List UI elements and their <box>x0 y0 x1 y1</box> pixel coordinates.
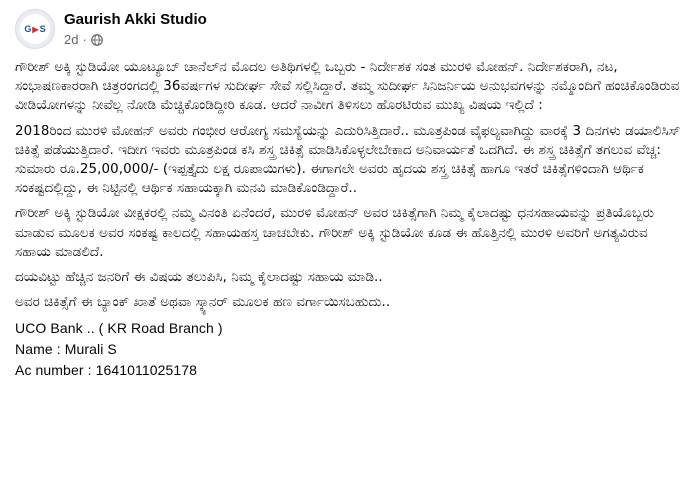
page-avatar[interactable] <box>15 9 55 49</box>
post-paragraph-1: ಗೌರೀಶ್ ಅಕ್ಕಿ ಸ್ಟುಡಿಯೋ ಯೂಟ್ಯೂಬ್ ಚಾನೆಲ್‌ನ ಮೊದಲ ಅತಿಥಿಗಳಲ್ಲಿ ಒಬ್ಬರು - ನಿರ್ದೇಶಕ ಸಂತ ಮುರಳಿ ಮೋಹನ್. ನಿರ್ದೇಶಕರಾಗಿ, ನಟ, ಸಂಭಾಷಣಕಾರರಾಗಿ ಚಿತ್ರರಂಗದಲ್ಲಿ 36ವರ್ಷಗಳ ಸುದೀರ್ಘ ಸೇವೆ ಸಲ್ಲಿಸಿದ್ದಾರೆ. ತಮ್ಮ ಸುದೀರ್ಘ ಸಿನಿಜರ್ನಿಯ ಅನುಭವಗಳನ್ನು ನಮ್ಮೊಂದಿಗೆ ಹಂಚಿಕೊಂಡಿರುವ ವೀಡಿಯೋಗಳನ್ನು ನೀವೆಲ್ಲ ನೋಡಿ ಮೆಚ್ಚಿಕೊಂಡಿದ್ದೀರಿ ಕೂಡ. ಆದರೆ ನಾವೀಗ ತಿಳಿಸಲು ಹೊರಟಿರುವ ಮುಖ್ಯ ವಿಷಯ ಇಲ್ಲಿದೆ : <box>15 60 680 114</box>
post-subline <box>64 32 207 47</box>
post-meta <box>64 9 207 47</box>
post-paragraph-2: 2018ರಿಂದ ಮುರಳಿ ಮೋಹನ್ ಅವರು ಗಂಭೀರ ಆರೋಗ್ಯ ಸಮಸ್ಯೆಯನ್ನು ಎದುರಿಸಿತ್ತಿದಾರೆ.. ಮೂತ್ರಪಿಂಡ ವೈಫಲ್ಯವಾಗಿದ್ದು ವಾರಕ್ಕೆ 3 ದಿನಗಳು ಡಯಾಲಿಸಿಸ್ ಚಿಕಿತ್ಸೆ ಪಡೆಯುತ್ತಿದಾರೆ. ಇದೀಗ ಇವರು ಮೂತ್ರಪಿಂಡ ಕಸಿ ಶಸ್ತ್ರ ಚಿಕಿತ್ಸೆ ಮಾಡಿಸಿಕೊಳ್ಳಲೇಬೇಕಾದ ಅನಿವಾರ್ಯತೆ ಒದಗಿದೆ. ಈ ಶಸ್ತ್ರ ಚಿಕಿತ್ಸೆಗೆ ತಗಲುವ ವೆಚ್ಚ: ಸುಮಾರು ರೂ.25,00,000/- (ಇಪ್ಪತ್ತೈದು ಲಕ್ಷ ರೂಪಾಯಿಗಳು). ಈಗಾಗಲೇ ಅವರು ಹೃದಯ ಶಸ್ತ್ರ ಚಿಕಿತ್ಸೆ ಹಾಗೂ ಇತರೆ ಚಿಕಿತ್ಸೆಗಳಿಂದಾಗಿ ಆರ್ಥಿಕ ಸಂಕಷ್ಟದಲ್ಲಿದ್ದು, ಈ ನಿಟ್ಟಿನಲ್ಲಿ ಆರ್ಥಿಕ ಸಹಾಯಕ್ಕಾಗಿ ಮನವಿ ಮಾಡಿಕೊಂಡಿದ್ದಾರೆ.. <box>15 123 681 197</box>
bank-name-line: UCO Bank .. ( KR Road Branch ) <box>15 320 223 337</box>
post-paragraph-3: ಗೌರೀಶ್ ಅಕ್ಕಿ ಸ್ಟುಡಿಯೋ ವೀಕ್ಷಕರಲ್ಲಿ ನಮ್ಮ ವಿನಂತಿ ಏನೆಂದರೆ, ಮುರಳಿ ಮೋಹನ್ ಅವರ ಚಿಕಿತ್ಸೆಗಾಗಿ ನಿಮ್ಮ ಕೈಲಾದಷ್ಟು ಧನಸಹಾಯವನ್ನು ಪ್ರತಿಯೊಬ್ಬರು ಮಾಡುವ ಮೂಲಕ ಅವರ ಸಂಕಷ್ಟ ಕಾಲದಲ್ಲಿ ಸಹಾಯಹಸ್ತ ಚಾಚಬೇಕು. ಗೌರೀಶ್ ಅಕ್ಕಿ ಸ್ಟುಡಿಯೋ ಕೂಡ ಈ ಹೊತ್ತಿನಲ್ಲಿ ಮುರಳಿ ಅವರಿಗೆ ಅಗತ್ಯವಿರುವ ಸಹಾಯ ಮಾಡಲಿದೆ. <box>15 206 655 260</box>
post-timestamp[interactable]: 2d <box>64 32 79 47</box>
logo-letter-g: G <box>24 24 32 34</box>
play-icon: ▶ <box>32 24 39 34</box>
post-body <box>15 58 682 381</box>
post-header <box>15 0 682 58</box>
studio-logo-icon <box>20 14 50 44</box>
account-name-line: Name : Murali S <box>15 341 117 358</box>
post-paragraph-4: ದಯವಿಟ್ಟು ಹೆಚ್ಚಿನ ಜನರಿಗೆ ಈ ವಿಷಯ ತಲುಪಿಸಿ, ನಿಮ್ಮ ಕೈಲಾದಷ್ಟು ಸಹಾಯ ಮಾಡಿ.. <box>15 270 383 286</box>
page-name-link[interactable]: Gaurish Akki Studio <box>64 11 207 28</box>
globe-icon[interactable] <box>91 34 103 46</box>
separator-dot: · <box>82 32 87 47</box>
account-number-line: Ac number : 1641011025178 <box>15 362 198 379</box>
post-paragraph-5: ಅವರ ಚಿಕಿತ್ಸೆಗೆ ಈ ಬ್ಯಾಂಕ್ ಖಾತೆ ಅಥವಾ ಸ್ಕ್ಯಾನರ್ ಮೂಲಕ ಹಣ ವರ್ಗಾಯಿಸಬಹುದು.. <box>15 295 391 311</box>
logo-letter-s: S <box>39 24 46 34</box>
